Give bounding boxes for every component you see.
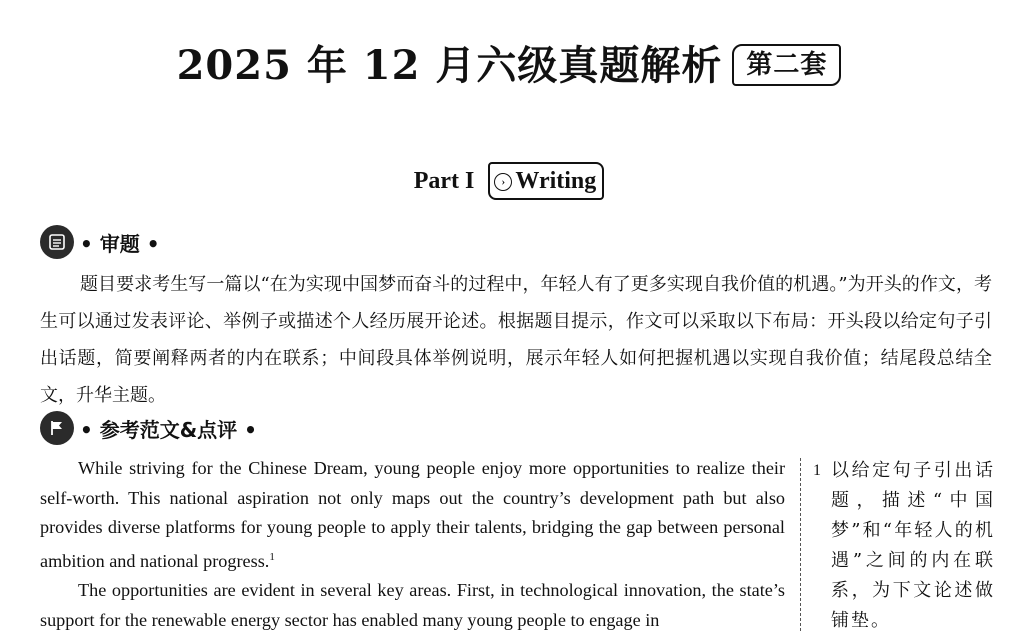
section-sample-heading bbox=[40, 408, 257, 448]
annotation-divider bbox=[800, 458, 801, 631]
part-label: Part I bbox=[413, 168, 475, 194]
section-sample-title: • 参考范文&点评 • bbox=[80, 417, 257, 442]
annotation-text: 以给定句子引出话题，描述“中国梦”和“年轻人的机遇”之间的内在联系，为下文论述做铺垫。 bbox=[831, 460, 995, 631]
set-badge: 第二套 bbox=[732, 44, 841, 86]
flag-icon bbox=[40, 411, 74, 445]
essay-paragraph bbox=[40, 576, 785, 635]
annotation-number: 1 bbox=[813, 462, 821, 479]
part-heading bbox=[0, 162, 1018, 200]
sample-essay bbox=[40, 454, 785, 635]
part-name: Writing bbox=[515, 168, 597, 194]
essay-paragraph-2: The opportunities are evident in several key areas. First, in technological innovation, the state’s support for the renewable energy sector has enabled many young people to engage in bbox=[40, 580, 785, 630]
annotation-note bbox=[813, 456, 995, 636]
page-title bbox=[0, 34, 1018, 98]
section-review-heading bbox=[40, 222, 160, 262]
page-title-text: 2025 年 12 月六级真题解析 bbox=[176, 42, 723, 89]
essay-paragraph bbox=[40, 454, 785, 576]
part-name-box bbox=[488, 162, 604, 200]
annotation-ref: 1 bbox=[269, 550, 275, 563]
document-icon bbox=[40, 225, 74, 259]
essay-paragraph-1: While striving for the Chinese Dream, young people enjoy more opportunities to realize their self-worth. This national aspiration not only maps out the country’s development path but also provides diverse platforms for young people to apply their talents, bridging the gap between personal ambition and national progress. bbox=[40, 458, 785, 571]
chevron-circle-icon: › bbox=[494, 173, 512, 191]
section-review-title: • 审题 • bbox=[80, 231, 160, 256]
review-paragraph: 题目要求考生写一篇以“在为实现中国梦而奋斗的过程中，年轻人有了更多实现自我价值的机遇。”为开头的作文，考生可以通过发表评论、举例子或描述个人经历展开论述。根据题目提示，作文可以采取以下布局：开头段以给定句子引出话题，简要阐释两者的内在联系；中间段具体举例说明，展示年轻人如何把握机遇以实现自我价值；结尾段总结全文，升华主题。 bbox=[40, 274, 992, 406]
